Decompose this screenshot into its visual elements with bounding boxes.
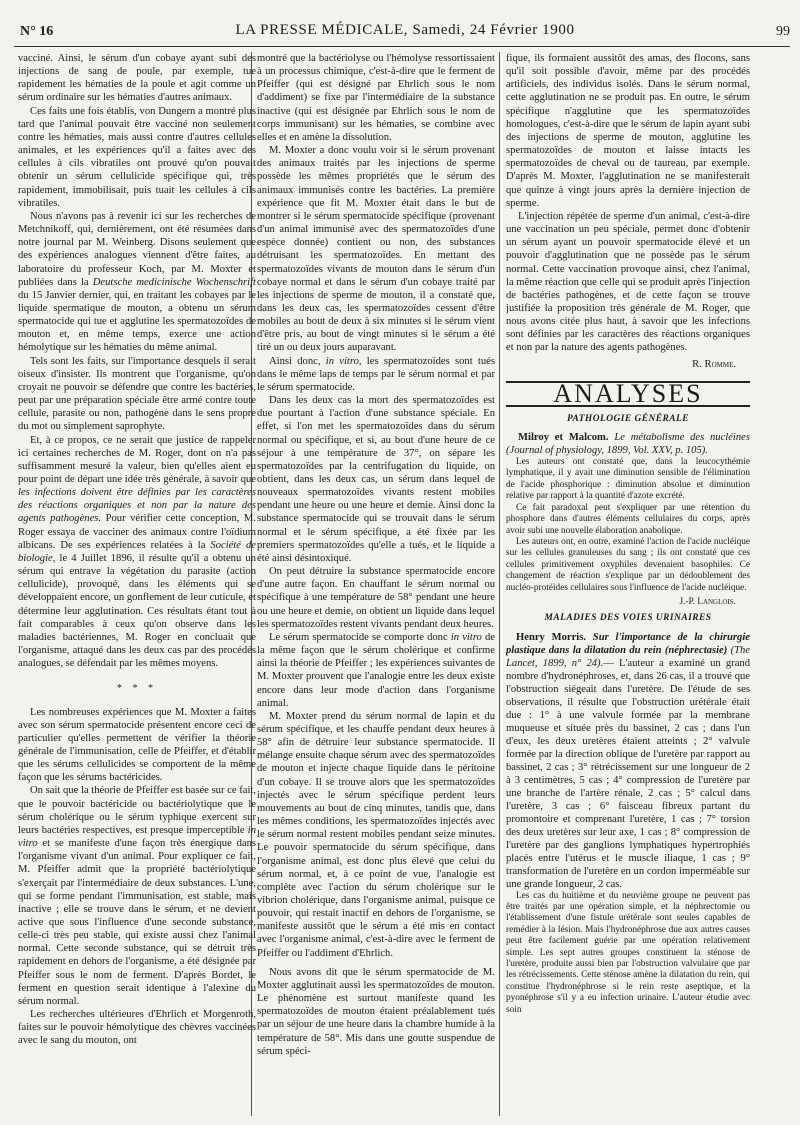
column-left: [18, 52, 256, 1117]
paragraph: Dans les deux cas la mort des spermatozoïdes est due pourtant à l'action d'une substance spéciale. En effet, si l'on met les spermatozoïdes dans du sérum normal ou spécifique, et si, au bout d'une heure de ce séjour à une température de 37°, on sépare les spermatozoïdes par la centrifugation du liquide, on obtient, dans les deux cas, un sérum dans lequel de nouveaux spermatozoïdes vivants restent mobiles pendant une heure ou une heure et demie. Ainsi donc la substance spermatocide qui se trouvait dans le sérum normal et le sérum spécifique, a été fixée par les premiers spermatozoïdes qu'elle a tués, et le liquide a été ainsi désintoxiqué.: [257, 395, 495, 564]
paragraph: Les cas du huitième et du neuvième groupe ne peuvent pas être traités par une opération simple, et la néphrectomie ou l'établissement d'une fistule urétérale sont seules capables de remédier à la lésion. Mais l'hydronéphrose due aux autres causes peut être facilement guérie par une opération relativement simple. Les sept autres groupes constituent la sténose de l'uretère, produite aussi bien par l'obstruction valvulaire que par les rétrécissements. Cette sténose amène la dilatation du rein, qui constitue l'hydronéphrose si le rein reste aseptique, et la pyonéphrose s'il y a eu infection urinaire. L'auteur étudie avec soin: [506, 890, 750, 1015]
paragraph: M. Moxter prend du sérum normal de lapin et du sérum spécifique, et les chauffe pendant deux heures à 58° afin de détruire leur substance spermatocide. Il mélange ensuite chaque sérum avec des spermatozoïdes de mouton et injecte chaque liquide dans le péritoine d'un cobaye. Il se trouve alors que les spermatozoïdes injectés avec le sérum spécifique perdent leurs mouvements au bout de cinq minutes, tandis que, dans les mêmes conditions, les spermatozoïdes injectés avec le sérum normal restent mobiles pendant seize minutes. Le pouvoir spermatocide du sérum spécifique, dans l'organisme animal, est donc plus élevé que celui du sérum normal, et, à ce point de vue, l'analogie est complète avec l'action du sérum cholérique sur le vibrion cholérique, dans l'organisme animal, puisque ce pouvoir, qui restait inactif en dehors de l'organisme, se manifeste aussitôt que le sérum a été mis en contact avec l'organisme animal, c'est-à-dire avec le ferment de Pfeiffer ou l'addiment d'Ehrlich.: [257, 710, 495, 959]
author-signature: R. Romme.: [692, 358, 736, 370]
issue-number: N° 16: [20, 24, 54, 39]
header-rule: [14, 46, 790, 47]
article-heading: Henry Morris. Sur l'importance de la chirurgie plastique dans la dilatation du rein (néphrectasie) (The Lancet, 1899, n° 24).— L'auteur a examiné un grand nombre d'hydronéphroses, et, dans 26 cas, il a trouvé que l'obstruction siégeait dans l'uretère. De l'étude de ses observations, il résulte que l'obstruction urétérale était due : 1° à une valvule formée par la membrane muqueuse et située près du bassinet, 2 cas ; dans l'un d'eux, les deux uretères étaient atteints ; 2° valvule formée par la direction oblique de l'uretère par rapport au bassinet, 2 cas ; 3° rétrécissement sur une longueur de 2 à 3 centimètres, 5 cas ; 4° compression de l'uretère par une branche de l'artère rénale, 2 cas ; 5° calcul dans l'uretère, 3 cas ; 6° faisceau fibreux partant du promontoire et comprenant l'uretère, 1 cas ; 7° torsion des deux uretères sur leur axe, 1 cas ; 8° compression de l'uretère par des ganglions lymphatiques hypertrophiés placés entre l'utérus et le muscle iliaque, 1 cas ; 9° transformation de l'uretère en un cordon imperméable sur une grande longueur, 2 cas.: [506, 631, 750, 890]
paragraph: Les nombreuses expériences que M. Moxter a faites avec son sérum spermatocide présentent encore ceci de particulier qu'elles permettent de vérifier la théorie générale de l'immunisation, celle de Pfeiffer, et d'établir que les sérums cellulicides se comportent de la même façon que les sérums bactéricides.: [18, 706, 256, 784]
column-middle: [257, 52, 495, 1117]
paragraph: Ce fait paradoxal peut s'expliquer par une rétention du phosphore dans d'autres éléments cellulaires du corps, après avoir subi une nouvelle élaboration anabolique.: [506, 502, 750, 536]
paragraph: Les auteurs ont constaté que, dans la leucocythémie lymphatique, il y avait une diminution sensible de l'élimination de l'acide phosphorique : diminution absolue et diminution relative par rapport à la quantité d'azote excrété.: [506, 457, 750, 502]
paragraph: Ainsi donc, in vitro, les spermatozoïdes sont tués dans le même laps de temps par le sérum normal et par le sérum spermatocide.: [257, 355, 495, 393]
article-body: [506, 631, 750, 1016]
paragraph: L'injection répétée de sperme d'un animal, c'est-à-dire une vaccination un peu spéciale, permet donc d'obtenir un sérum ayant un pouvoir spermatocide élevé et un pouvoir d'agglutination que ne possède pas le sérum normal. Cette vaccination provoque ainsi, chez l'animal, la même réaction que celle qui se produit après l'injection de bactéries pathogènes, et de cette façon se trouve justifiée la proposition très générale de M. Roger, que nous avons citée plus haut, à savoir que les infections sont définies par les caractères des réactions organiques et non par la nature des agents pathogènes.: [506, 210, 750, 354]
paragraph: Tels sont les faits, sur l'importance desquels il serait oiseux d'insister. Ils montrent que l'organisme, qu'on croyait ne pouvoir se défendre que contre les bactéries, peut par une préparation spéciale être armé contre toute cellule, parasite ou non, pathogène dans le sens propre du mot ou simplement saprophyte.: [18, 355, 256, 433]
article-heading: Milroy et Malcom. Le métabolisme des nucléines (Journal of physiology, 1899, Vol. XXV, p. 105).: [506, 432, 750, 457]
paragraph: Et, à ce propos, ce ne serait que justice de rappeler ici certaines recherches de M. Roger, dont on n'a pas suffisamment mesuré la valeur, bien qu'elles aient eu pour point de départ une idée très générale, à savoir que les infections doivent être définies par les caractères des réactions organiques et non par la nature des agents pathogènes. Pour vérifier cette conception, M. Roger essaya de vacciner des animaux contre l'oïdium albicans. De ses expériences relatées à la Société de biologie, le 4 Juillet 1896, il résulte qu'il a obtenu un sérum qui entrave la végétation du parasite (action cellulicide), provoqué, dans les éléments qui se développaient encore, un gonflement de leur cuticule, et détermine leur agglutination. Ces résultats étant tout à fait comparables à ceux qu'on observe dans les maladies bactériennes, M. Roger en concluait que l'organisme, attaqué dans les deux cas par des procédés analogues, se défendait par les mêmes moyens.: [18, 434, 256, 670]
paragraph: Nous n'avons pas à revenir ici sur les recherches de Metchnikoff, qui, dernièrement, ont été résumées dans notre journal par M. Weinberg. Disons seulement que des expériences analogues viennent d'être faites, au laboratoire du professeur Koch, par M. Moxter et publiées dans la Deutsche medicinische Wochenschrift du 15 Janvier dernier, qui, en traitant les cobayes par le liquide spermatique de mouton, a obtenu un sérum spermatocide qui tue et agglutine les spermatozoïdes de mouton et, en même temps, exerce une action hémolytique sur les hématies du même animal.: [18, 210, 256, 354]
author-signature: J.-P. Langlois.: [679, 596, 736, 607]
paragraph: On sait que la théorie de Pfeiffer est basée sur ce fait, que le pouvoir bactéricide ou bactériolytique que le sérum cholérique ou le sérum typhique exercent sur leurs bactéries respectives, est presque imperceptible in vitro et se manifeste d'une façon très énergique dans l'organisme vivant d'un animal. Pour expliquer ce fait, M. Pfeiffer admit que la propriété bactériolytique s'exerçait par l'intermédiaire de deux substances. L'une, qui se forme pendant l'immunisation, est stable, mais inactive ; elle se trouve dans le sérum, et ne devient active que sous l'influence d'une seconde substance, celle-ci très peu stable, qui existe aussi chez l'animal normal. Cette seconde substance, qui se détruit très rapidement en dehors de l'organisme, a été désignée par Pfeiffer sous le nom de ferment. D'après Bordet, le ferment en question serait identique à l'alexine du sérum normal.: [18, 785, 256, 1007]
paragraph: M. Moxter a donc voulu voir si le sérum provenant des animaux traités par les injections de sperme possède les mêmes propriétés que le sérum des animaux immunisés contre les bactéries. La première expérience que fit M. Moxter était dans le but de montrer si le sérum spermatocide spécifique (provenant d'un animal immunisé avec des spermatozoïdes d'une espèce donnée) contient ou non, des substances détruisant les spermatozoïdes. En mettant des spermatozoïdes vivants de mouton dans le sérum d'un cobaye normal et dans le sérum d'un cobaye traité par les injections de sperme de mouton, il a constaté que, dans les deux cas, les spermatozoïdes cessent d'être mobiles au bout de deux à six minutes si le sérum vient d'être pris, au bout de vingt minutes si le sérum a été tiré un ou deux jours auparavant.: [257, 145, 495, 354]
section-separator: * * *: [117, 683, 157, 695]
rubric-heading: MALADIES DES VOIES URINAIRES: [544, 613, 712, 624]
paragraph: Nous avons dit que le sérum spermatocide de M. Moxter agglutinait aussi les spermatozoïdes de mouton. Le phénomène est surtout manifeste quand les spermatozoïdes de mouton étaient préalablement tués par un séjour de une heure dans la chambre humide à la température de 58°. Mis dans une goutte suspendue de sérum spéci-: [257, 966, 495, 1057]
journal-title: LA PRESSE MÉDICALE, Samedi, 24 Février 1900: [235, 22, 575, 38]
paragraph: Les recherches ultérieures d'Ehrlich et Morgenroth, faites sur le pouvoir hémolytique des chèvres vaccinées avec le sang du mouton, ont: [18, 1009, 256, 1047]
paragraph: montré que la bactériolyse ou l'hémolyse ressortissaient à un processus chimique, c'est-à-dire que le ferment de Pfeiffer (qui est désigné par Ehrlich sous le nom d'addiment) se fixe par l'intermédiaire de la substance inactive (qui est désignée par Ehrlich sous le nom de corps immunisant) sur les hématies, se combine avec elles et en amène la dissolution.: [257, 53, 495, 143]
article-body: [506, 457, 750, 608]
paragraph: On peut détruire la substance spermatocide encore d'une autre façon. En chauffant le sérum normal ou spécifique à une température de 58° pendant une heure ou une heure et demie, on obtient un liquide dans lequel les spermatozoïdes restent vivants pendant deux heures.: [257, 566, 495, 630]
paragraph: vacciné. Ainsi, le sérum d'un cobaye ayant subi des injections de sang de poule, par exemple, tue rapidement les hématies de la poule et agit comme un sérum ordinaire sur les hématies d'autres animaux.: [18, 53, 256, 104]
running-head: [20, 22, 790, 44]
paragraph: Les auteurs ont, en outre, examiné l'action de l'acide nucléique sur les cellules granuleuses du sang ; ils ont constaté que ces cellules primitivement oxyphiles devenaient basophiles. Ce changement de réaction s'explique par un dédoublement des nucléo-protéides cellulaires sous l'influence de l'acide nucléique.: [506, 536, 750, 593]
paragraph: fique, ils formaient aussitôt des amas, des flocons, sans qu'il soit possible d'avoir, même par des procédés artificiels, des individus isolés. Dans le sérum normal, cette agglutination ne se produit pas. En outre, le sérum spécifique n'agglutine que les spermatozoïdes homologues, c'est-à-dire que le sérum de lapin ayant subi des injections de sperme de mouton, agglutine les spermatozoïdes de mouton et laisse intacts les spermatozoïdes de cheval ou de taureau, par exemple. D'après M. Moxter, l'agglutination ne se manifesterait que quinze à vingt jours après la dernière injection de sperme.: [506, 53, 750, 209]
paragraph: Le sérum spermatocide se comporte donc in vitro de la même façon que le sérum cholérique et confirme ainsi la théorie de Pfeiffer ; les expériences suivantes de M. Moxter prouvent que l'analogie entre les deux existe encore dans leur mode d'action dans l'organisme animal.: [257, 631, 495, 709]
page-number: 99: [776, 24, 790, 39]
paragraph: Ces faits une fois établis, von Dungern a montré plus tard que l'animal pouvait être vacciné non seulement contre les hématies, mais aussi contre d'autres cellules animales, et les expériences qu'il a faites avec des cellules à cils vibratiles ont prouvé qu'on pouvait obtenir un sérum cellulicide spécifique qui, très rapidement, immobilisait, puis tuait les cellules à cils vibratiles.: [18, 105, 256, 209]
rubric-heading: PATHOLOGIE GÉNÉRALE: [566, 413, 690, 424]
column-divider: [499, 52, 500, 1116]
column-right: [506, 52, 750, 1117]
section-title: ANALYSES: [506, 381, 750, 407]
